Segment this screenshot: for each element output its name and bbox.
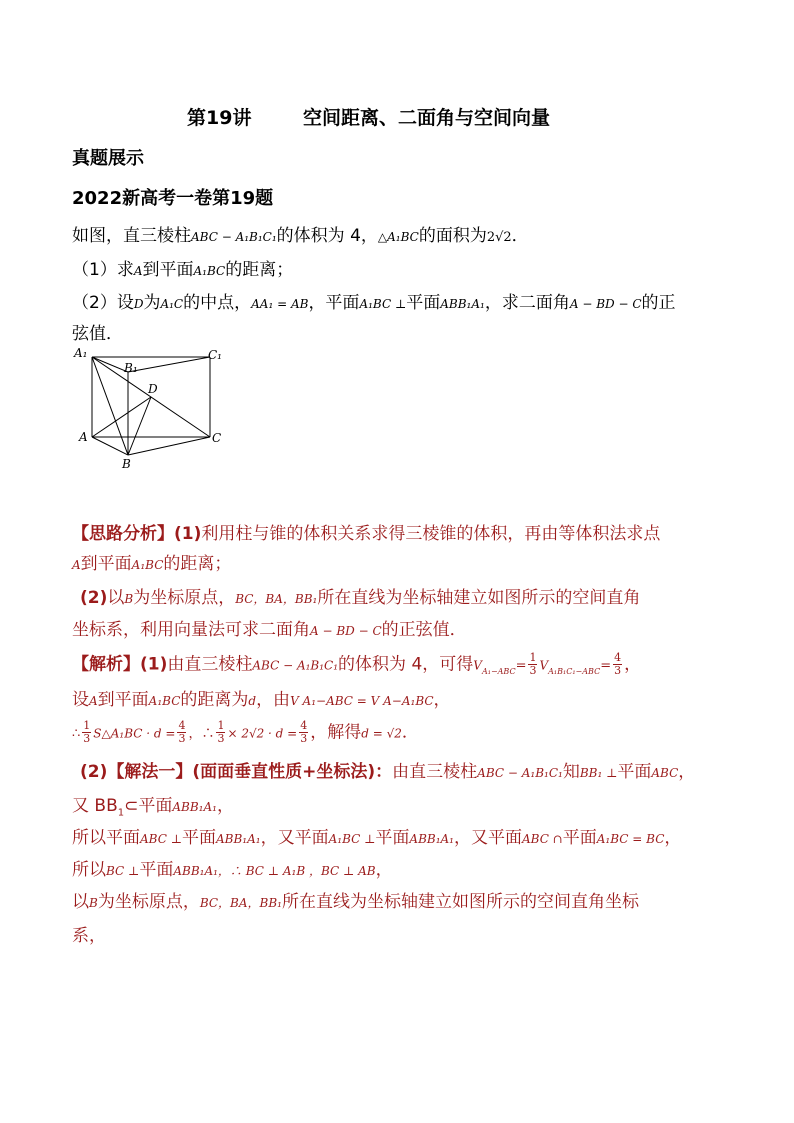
line5-plane: ABB₁A₁ (172, 800, 217, 814)
fraction-b: $\frac{4}{3}$ (178, 719, 186, 745)
line8-b: 为坐标原点， (97, 892, 200, 912)
analysis-text-1: 利用柱与锥的体积关系求得三棱锥的体积，再由等体积法求点 (201, 524, 661, 544)
solution-text-2e: ， (433, 690, 451, 710)
analysis-point: A (72, 558, 81, 572)
solution-volume-eq: V A₁−ABC = V A−A₁BC (290, 694, 434, 708)
q1-point: A (133, 264, 143, 278)
line7-b: 平面 (139, 860, 174, 880)
solution-plane: A₁BC (148, 694, 181, 708)
label-b1: B₁ (124, 361, 138, 375)
line8-axes: BC，BA，BB₁ (199, 896, 282, 910)
fraction-a: $\frac{1}{3}$ (83, 719, 91, 745)
line7-c: ，∴ BC ⊥ A₁B ， (217, 864, 321, 878)
analysis-line-1 (72, 522, 660, 546)
line6-b: 平面 (182, 828, 216, 848)
line6-g: ， (664, 828, 682, 848)
line5-a: 又 BB (72, 796, 118, 816)
q1-text-c: 的距离； (225, 260, 294, 280)
solution-line-3 (72, 720, 419, 747)
stem-text-d: ． (511, 226, 529, 246)
line7-d: BC ⊥ AB (320, 864, 376, 878)
stem-text-c: 的面积为 (418, 226, 487, 246)
method-plane: ABC (651, 766, 679, 780)
method-text-a: 由直三棱柱 (392, 762, 478, 782)
solution-text-3b: ． (401, 722, 419, 743)
line5-sub: 1 (117, 807, 125, 819)
method-bb1: BB₁ ⊥ (579, 766, 618, 780)
stem-prism: ABC − A₁B₁C₁ (191, 230, 277, 244)
lesson-topic: 空间距离、二面角与空间向量 (303, 107, 551, 129)
solution-area-value: × 2√2 · d = (227, 726, 298, 741)
question-1 (72, 258, 293, 283)
stem-area: 2√2 (486, 230, 512, 245)
solution-text-2c: 的距离为 (180, 690, 249, 710)
solution-text-3a: ，解得 (310, 722, 362, 743)
q1-plane: A₁BC (193, 264, 226, 278)
solution-text-2b: 到平面 (97, 690, 149, 710)
line8-a: 以 (72, 892, 89, 912)
analysis-line-4 (72, 618, 467, 643)
solution-distance: d (248, 694, 257, 708)
solution-v: V (473, 658, 482, 673)
solution-eq-1: = (515, 658, 527, 674)
line7-p2: ABB₁A₁ (173, 864, 218, 878)
solution-point: A (89, 694, 98, 708)
solution-text-1c: ， (624, 654, 642, 675)
q2-text-a: （2）设 (72, 293, 134, 313)
q2-text-c: 的中点， (183, 293, 252, 313)
analysis-text-3c: 所在直线为坐标轴建立如图所示的空间直角 (317, 588, 641, 608)
q2-equality: AA₁ = AB (251, 297, 309, 311)
solution-eq-2: = (600, 658, 612, 674)
analysis-text-2b: 的距离； (163, 554, 232, 574)
analysis-line-3 (80, 586, 640, 611)
q2-text-e: 平面 (406, 293, 441, 313)
fraction-c: $\frac{1}{3}$ (217, 719, 225, 745)
stem-triangle: △A₁BC (377, 230, 419, 244)
solution-line-6 (72, 826, 681, 851)
solution-text-2d: ，由 (256, 690, 291, 710)
solution-line-5 (72, 794, 234, 825)
q1-text-a: （1）求 (72, 260, 134, 280)
label-a: A (79, 430, 88, 444)
q1-text-b: 到平面 (142, 260, 194, 280)
line7-e: ， (375, 860, 393, 880)
solution-v2: V (539, 658, 549, 673)
solution-line-9: 系， (72, 926, 106, 946)
q2-text-f: ，求二面角 (484, 293, 570, 313)
solution-line-2 (72, 688, 451, 713)
solution-line-7 (72, 858, 393, 883)
lesson-number: 第19讲 (187, 107, 252, 129)
line6-a: 所以平面 (72, 828, 140, 848)
method-text-d: ， (678, 762, 696, 782)
q2-plane-1: A₁BC ⊥ (359, 297, 407, 311)
solution-v-sub: A₁−ABC (481, 666, 516, 676)
method-text-c: 平面 (617, 762, 652, 782)
question-2-cont: 弦值． (72, 324, 123, 344)
analysis-origin: B (124, 592, 134, 606)
label-a1: A₁ (74, 346, 88, 360)
solution-v2-sub: A₁B₁C₁−ABC (548, 666, 601, 676)
line7-a: 所以 (72, 860, 106, 880)
question-2 (72, 291, 676, 316)
analysis-part-2-tag: (2) (80, 588, 108, 608)
solution-result: d = √2 (361, 726, 402, 741)
label-c: C (212, 431, 222, 445)
therefore-1: ∴ (72, 726, 81, 742)
analysis-plane: A₁BC (131, 558, 164, 572)
analysis-tag: 【思路分析】(1) (72, 524, 202, 544)
fraction-d: $\frac{4}{3}$ (300, 719, 308, 745)
method-prism: ABC − A₁B₁C₁ (477, 766, 563, 780)
line6-d: 平面 (375, 828, 410, 848)
q2-text-d: ，平面 (308, 293, 360, 313)
section-heading: 真题展示 (72, 148, 144, 169)
stem-text-b: 的体积为 4， (276, 226, 378, 246)
problem-source: 2022新高考一卷第19题 (72, 188, 274, 209)
prism-figure (70, 345, 230, 475)
q2-segment: A₁C (160, 297, 184, 311)
q2-text-g: 的正 (641, 293, 676, 313)
solution-line-1 (72, 652, 641, 684)
fraction-one-third: $\frac{1}{3}$ (529, 651, 537, 677)
fraction-four-thirds: $\frac{4}{3}$ (614, 651, 622, 677)
line5-c: ， (216, 796, 234, 816)
solution-text-1a: 由直三棱柱 (167, 654, 253, 675)
solution-text-2a: 设 (72, 690, 89, 710)
analysis-line-2 (72, 552, 231, 577)
line8-origin: B (89, 896, 98, 910)
solution-text-1b: 的体积为 4，可得 (338, 654, 474, 675)
analysis-text-3b: 为坐标原点， (133, 588, 236, 608)
line7-p1: BC ⊥ (106, 864, 140, 878)
q2-text-b: 为 (143, 293, 161, 313)
analysis-angle: A − BD − C (310, 624, 382, 638)
label-c1: C₁ (208, 348, 222, 362)
method-text-b: 知 (562, 762, 580, 782)
solution-prism: ABC − A₁B₁C₁ (252, 658, 339, 673)
label-d: D (148, 382, 158, 396)
line6-p5: ABC ∩ (522, 832, 563, 846)
line6-p6: A₁BC = BC (596, 832, 665, 846)
line6-c: ，又平面 (260, 828, 329, 848)
line6-p2: ABB₁A₁ (216, 832, 261, 846)
analysis-text-3a: 以 (107, 588, 125, 608)
line6-p3: A₁BC ⊥ (328, 832, 376, 846)
q2-point-d: D (133, 297, 144, 311)
problem-stem (72, 224, 529, 250)
method-tag: (2)【解法一】(面面垂直性质+坐标法)： (80, 762, 393, 782)
analysis-text-4b: 的正弦值． (381, 620, 467, 640)
analysis-text-4a: 坐标系，利用向量法可求二面角 (72, 620, 310, 640)
therefore-2: ，∴ (188, 726, 215, 742)
line5-b: ⊂平面 (124, 796, 173, 816)
line8-c: 所在直线为坐标轴建立如图所示的空间直角坐标 (281, 892, 639, 912)
q2-plane-2: ABB₁A₁ (440, 297, 485, 311)
stem-text-a: 如图，直三棱柱 (72, 226, 191, 246)
analysis-axes: BC，BA，BB₁ (235, 592, 318, 606)
solution-line-8 (72, 890, 639, 915)
solution-line-4 (80, 760, 695, 785)
analysis-text-2a: 到平面 (80, 554, 132, 574)
line6-e: ，又平面 (454, 828, 522, 848)
solution-area-term: S△A₁BC · d = (93, 726, 176, 741)
label-b: B (122, 457, 131, 471)
line6-p1: ABC ⊥ (140, 832, 182, 846)
line6-f: 平面 (562, 828, 597, 848)
q2-dihedral-angle: A − BD − C (569, 297, 642, 311)
solution-tag: 【解析】(1) (72, 654, 168, 675)
line6-p4: ABB₁A₁ (409, 832, 454, 846)
